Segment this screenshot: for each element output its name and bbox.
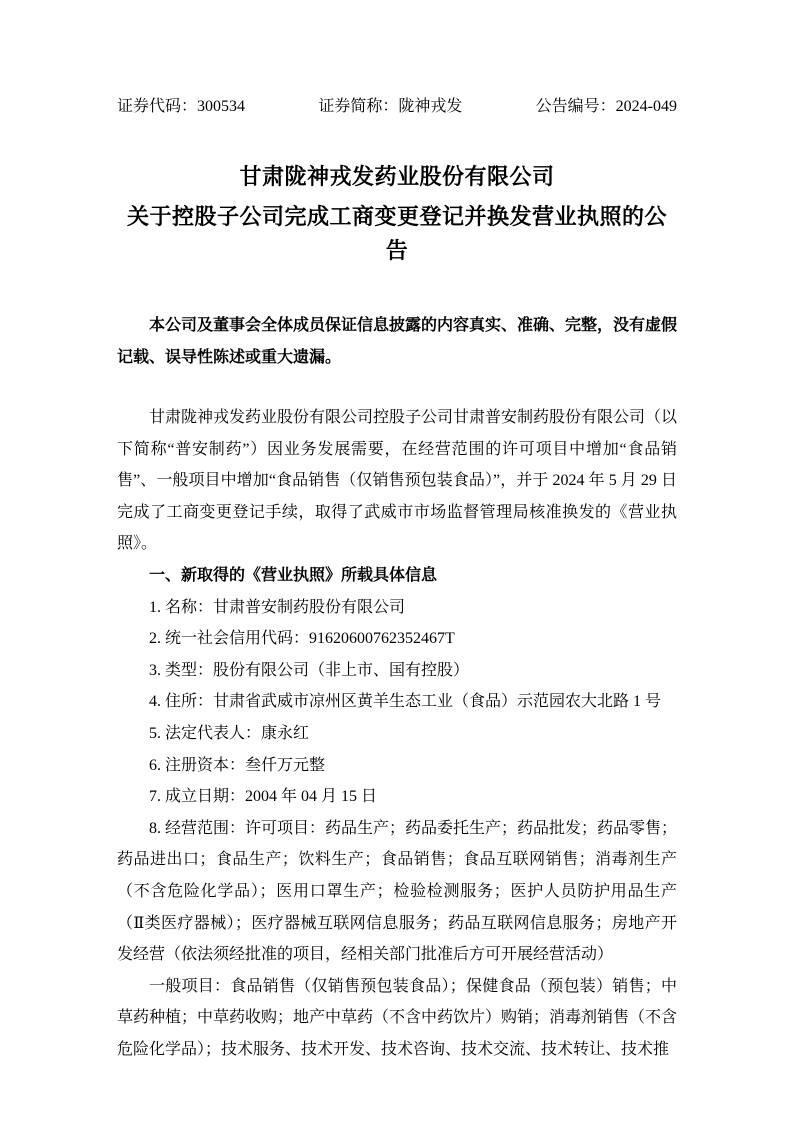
announcement-title: 关于控股子公司完成工商变更登记并换发营业执照的公告: [126, 204, 667, 263]
section-heading: 一、新取得的《营业执照》所载具体信息: [149, 566, 438, 584]
company-title: 甘肃陇神戎发药业股份有限公司: [239, 164, 555, 189]
license-item-legal-representative: 5. 法定代表人：康永红: [149, 724, 310, 742]
disclosure-notice: 本公司及董事会全体成员保证信息披露的内容真实、准确、完整，没有虚假记载、误导性陈述或重大遗漏。: [117, 317, 678, 366]
license-item-business-scope: 8. 经营范围：许可项目：药品生产；药品委托生产；药品批发；药品零售；药品进出口；食品生产；饮料生产；食品销售；食品互联网销售；消毒剂生产（不含危险化学品）；医用口罩生产；检验检测服务；医护人员防护用品生产（Ⅱ类医疗器械）；医疗器械互联网信息服务；药品互联网信息服务；房地产开发经营（依法须经批准的项目，经相关部门批准后方可开展经营活动）: [117, 819, 678, 964]
license-item-name: 1. 名称：甘肃普安制药股份有限公司: [149, 598, 406, 616]
document-body: [117, 402, 677, 1065]
license-item-credit-code: 2. 统一社会信用代码：91620600762352467T: [149, 630, 455, 648]
document-header: [117, 96, 677, 118]
license-item-registered-capital: 6. 注册资本：叁仟万元整: [149, 756, 326, 774]
license-item-address: 4. 住所：甘肃省武威市凉州区黄羊生态工业（食品）示范园农大北路 1 号: [149, 693, 662, 711]
license-item-type: 3. 类型：股份有限公司（非上市、国有控股）: [149, 661, 470, 679]
announcement-number: 公告编号：2024-049: [535, 98, 677, 115]
license-item-establishment-date: 7. 成立日期：2004 年 04 月 15 日: [149, 788, 378, 806]
intro-paragraph: 甘肃陇神戎发药业股份有限公司控股子公司甘肃普安制药股份有限公司（以下简称“普安制药”）因业务发展需要，在经营范围的许可项目中增加“食品销售”、一般项目中增加“食品销售（仅销售预包装食品）”，并于 2024 年 5 月 29 日完成了工商变更登记手续，取得了武威市市场监督管理局核准换发的《营业执照》。: [117, 409, 678, 553]
stock-abbr: 证券简称：陇神戎发: [318, 98, 463, 115]
general-items-paragraph: 一般项目：食品销售（仅销售预包装食品）；保健食品（预包装）销售；中草药种植；中草药收购；地产中草药（不含中药饮片）购销；消毒剂销售（不含危险化学品）；技术服务、技术开发、技术咨询、技术交流、技术转让、技术推: [117, 977, 678, 1058]
stock-code: 证券代码：300534: [117, 98, 246, 115]
